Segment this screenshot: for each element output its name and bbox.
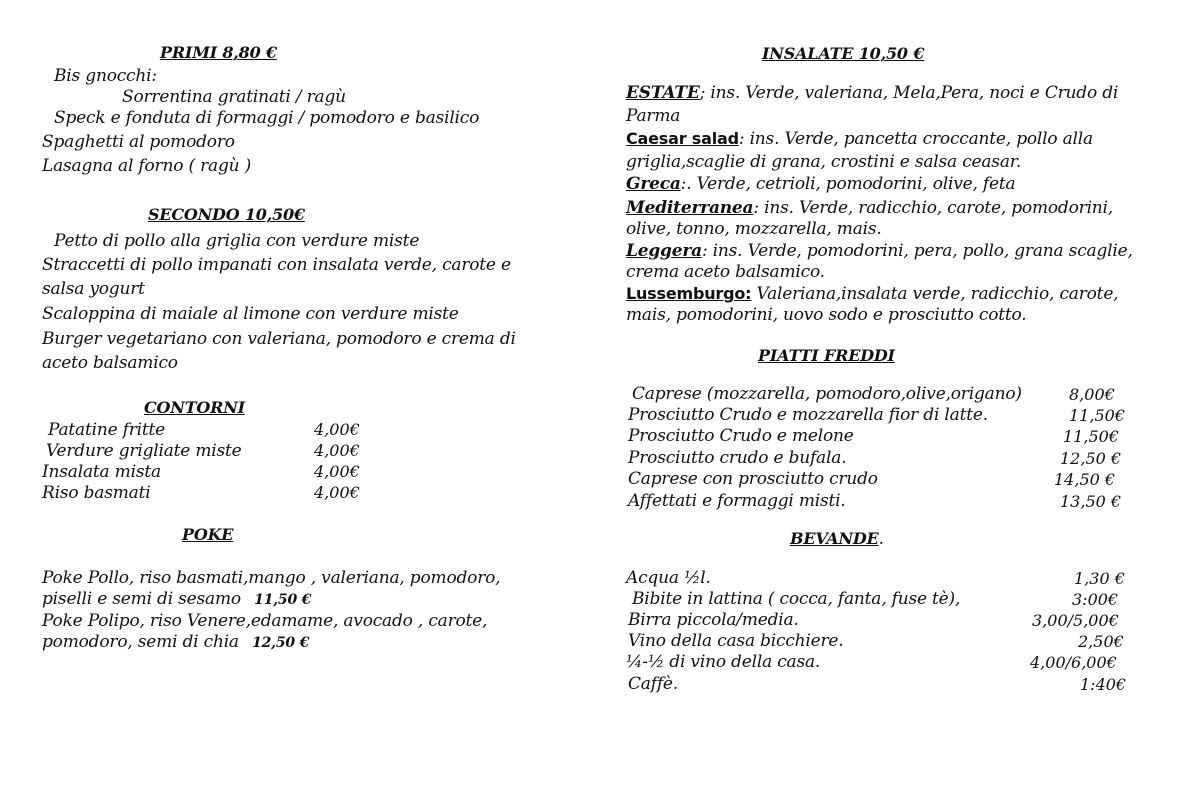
primi-item: Bis gnocchi: <box>54 66 157 86</box>
contorni-item-price: 4,00€ <box>314 483 360 502</box>
piatti-item-price: 12,50 € <box>1060 449 1122 468</box>
piatti-item-name: Prosciutto Crudo e mozzarella fior di latte. <box>628 405 988 425</box>
bevande-item-price: 1:40€ <box>1080 675 1127 694</box>
contorni-item-price: 4,00€ <box>314 441 360 460</box>
bevande-heading-row <box>790 528 884 550</box>
secondo-item: Petto di pollo alla griglia con verdure miste <box>54 231 420 251</box>
bevande-item-name: ¼-½ di vino della casa. <box>626 652 821 672</box>
insalata-sep: : <box>680 174 687 194</box>
contorni-item-price: 4,00€ <box>314 420 360 439</box>
piatti-item-name: Prosciutto Crudo e melone <box>628 426 854 446</box>
primi-item: Sorrentina gratinati / ragù <box>122 87 346 107</box>
piatti-item-name: Prosciutto crudo e bufala. <box>628 448 847 468</box>
bevande-item-price: 3,00/5,00€ <box>1032 611 1119 630</box>
piatti-item-name: Affettati e formaggi misti. <box>628 491 846 511</box>
secondo-heading: SECONDO 10,50€ <box>148 205 305 224</box>
bevande-item-name: Bibite in lattina ( cocca, fanta, fuse tè), <box>632 589 961 609</box>
bevande-item-price: 3:00€ <box>1072 590 1119 609</box>
poke-item-line <box>42 588 311 611</box>
secondo-item: aceto balsamico <box>42 353 178 373</box>
secondo-item: salsa yogurt <box>42 279 145 299</box>
contorni-heading: CONTORNI <box>144 398 245 417</box>
poke-heading: POKE <box>182 525 234 544</box>
insalata-line <box>626 128 1093 150</box>
poke-item-line: Poke Polipo, riso Venere,edamame, avocado , carote, <box>42 611 488 631</box>
insalata-desc: ins. Verde, radicchio, carote, pomodorini, <box>758 198 1113 218</box>
poke-item-price: 12,50 € <box>252 635 310 651</box>
bevande-item-price: 4,00/6,00€ <box>1030 653 1117 672</box>
insalata-desc: . Verde, cetrioli, pomodorini, olive, feta <box>686 174 1016 194</box>
piatti-item-price: 13,50 € <box>1060 492 1122 511</box>
piatti-item-price: 11,50€ <box>1069 406 1125 425</box>
insalata-name: Mediterranea <box>626 198 754 218</box>
insalata-sep: : <box>738 129 745 149</box>
piatti-item-price: 11,50€ <box>1063 427 1119 446</box>
primi-item: Speck e fonduta di formaggi / pomodoro e basilico <box>54 108 480 128</box>
insalata-name: Caesar salad <box>626 129 739 148</box>
piatti-freddi-heading: PIATTI FREDDI <box>758 346 895 365</box>
insalata-desc-line2: crema aceto balsamico. <box>626 262 825 282</box>
bevande-heading-suffix: . <box>878 529 884 549</box>
contorni-item-price: 4,00€ <box>314 462 360 481</box>
contorni-item-name: Patatine fritte <box>48 420 166 440</box>
insalata-desc-line2: Parma <box>626 106 681 126</box>
insalata-line <box>626 197 1113 219</box>
insalata-line <box>626 82 1118 104</box>
primi-heading: PRIMI 8,80 € <box>160 43 277 62</box>
insalata-sep: : <box>753 198 759 218</box>
insalata-name: Greca <box>626 174 681 194</box>
insalate-heading: INSALATE 10,50 € <box>762 44 925 63</box>
primi-item: Lasagna al forno ( ragù ) <box>42 156 252 176</box>
insalata-name: ESTATE <box>626 83 700 103</box>
poke-item-text: piselli e semi di sesamo <box>42 589 241 609</box>
bevande-item-name: Birra piccola/media. <box>628 610 799 630</box>
bevande-item-name: Vino della casa bicchiere. <box>628 631 844 651</box>
insalata-desc: ins. Verde, pancetta croccante, pollo alla <box>744 129 1093 149</box>
secondo-item: Straccetti di pollo impanati con insalata verde, carote e <box>42 255 511 275</box>
insalata-line <box>626 173 1015 195</box>
piatti-item-price: 8,00€ <box>1069 385 1115 404</box>
bevande-item-name: Caffè. <box>628 674 678 694</box>
contorni-item-name: Insalata mista <box>42 462 161 482</box>
insalata-line <box>626 240 1133 262</box>
insalata-sep: ; <box>699 83 706 103</box>
insalata-desc-line2: olive, tonno, mozzarella, mais. <box>626 219 882 239</box>
insalata-name: Leggera <box>626 241 702 261</box>
bevande-heading: BEVANDE <box>790 529 879 548</box>
insalata-desc: Valeriana,insalata verde, radicchio, carote, <box>751 284 1119 304</box>
piatti-item-price: 14,50 € <box>1054 470 1116 489</box>
insalata-line <box>626 283 1118 305</box>
poke-item-text: pomodoro, semi di chia <box>42 632 239 652</box>
poke-item-line <box>42 631 309 654</box>
insalata-desc-line2: mais, pomodorini, uovo sodo e prosciutto cotto. <box>626 305 1027 325</box>
primi-item: Spaghetti al pomodoro <box>42 132 235 152</box>
secondo-item: Scaloppina di maiale al limone con verdure miste <box>42 304 459 324</box>
insalata-desc: ins. Verde, pomodorini, pera, pollo, grana scaglie, <box>707 241 1133 261</box>
piatti-item-name: Caprese con prosciutto crudo <box>628 469 878 489</box>
bevande-item-price: 2,50€ <box>1078 632 1124 651</box>
piatti-item-name: Caprese (mozzarella, pomodoro,olive,origano) <box>632 384 1022 404</box>
contorni-item-name: Verdure grigliate miste <box>46 441 242 461</box>
poke-item-line: Poke Pollo, riso basmati,mango , valeriana, pomodoro, <box>42 568 501 588</box>
secondo-item: Burger vegetariano con valeriana, pomodoro e crema di <box>42 329 516 349</box>
insalata-desc-line2: griglia,scaglie di grana, crostini e salsa ceasar. <box>626 152 1022 172</box>
bevande-item-name: Acqua ½l. <box>626 568 711 588</box>
insalata-desc: ins. Verde, valeriana, Mela,Pera, noci e Crudo di <box>705 83 1119 103</box>
insalata-name: Lussemburgo: <box>626 284 752 303</box>
insalata-sep: : <box>701 241 708 261</box>
bevande-item-price: 1,30 € <box>1074 569 1125 588</box>
poke-item-price: 11,50 € <box>254 592 312 608</box>
contorni-item-name: Riso basmati <box>42 483 151 503</box>
